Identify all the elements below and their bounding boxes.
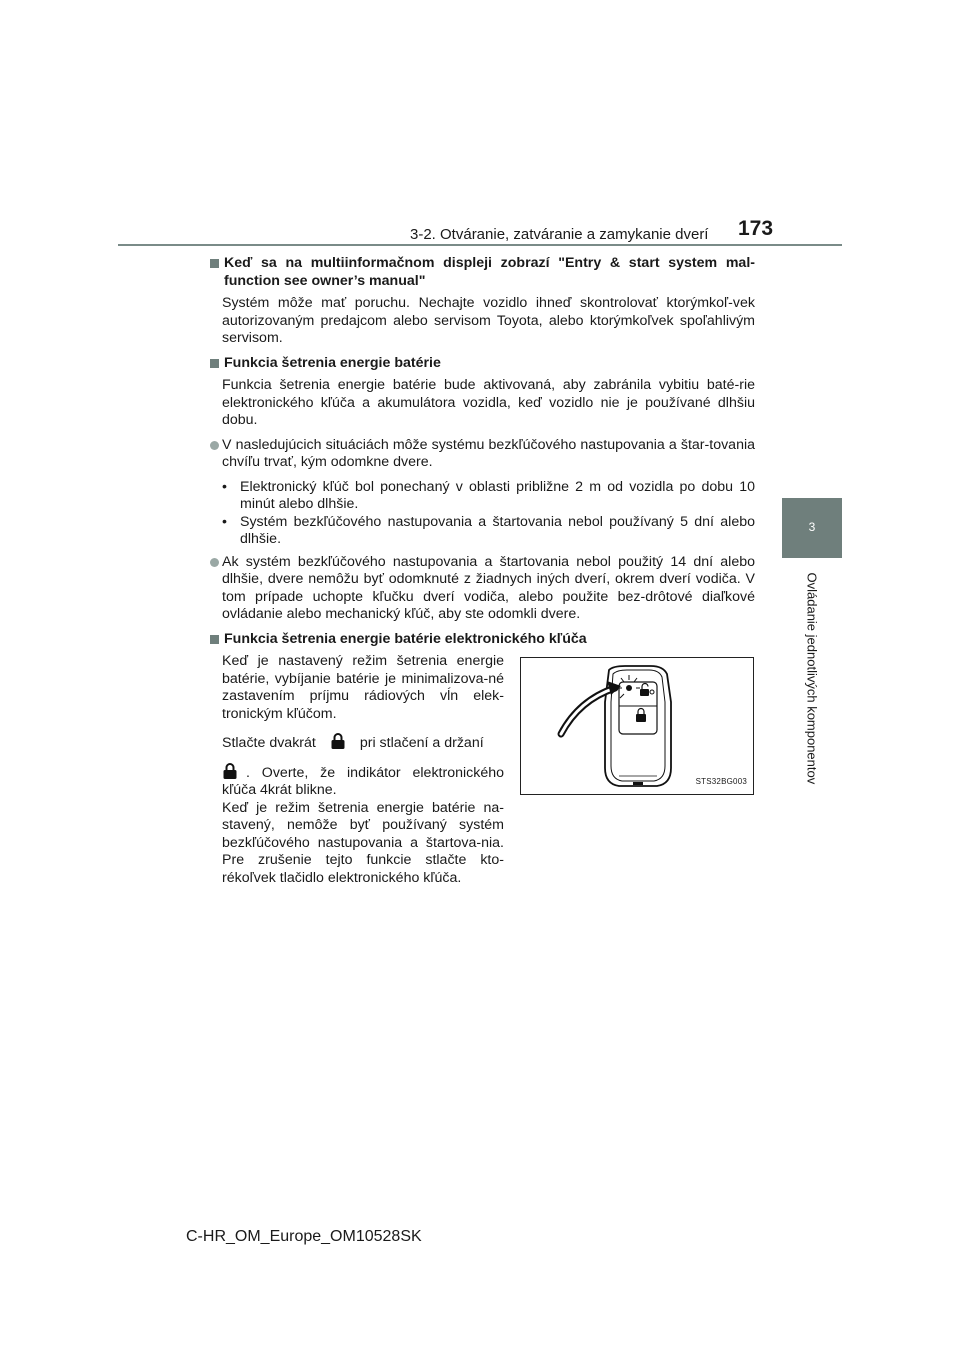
header-section-title: 3-2. Otváranie, zatváranie a zamykanie dverí [410,226,709,243]
circle-bullet-icon [210,558,219,567]
page-content [210,255,755,887]
dot-list-item: V nasledujúcich situáciách môže systému bezkľúčového nastupovania a štar-tovania chvíľu trvať, kým odomkne dvere. [210,437,755,472]
key-saving-text [210,653,504,887]
bullet-list-item: • Elektronický kľúč bol ponechaný v oblasti približne 2 m od vozidla po dobu 10 minút alebo dlhšie. [222,478,755,512]
chapter-side-label: Ovládanie jednotlivých komponentov [804,572,820,785]
paragraph: Systém môže mať poruchu. Nechajte vozidlo ihneď skontrolovať ktorýmkoľ-vek autorizovaným predajcom alebo servisom Toyota, alebo ktorýmkoľvek spoľahlivým servisom. [222,295,755,346]
key-saving-block [210,653,755,887]
page-number: 173 [738,217,774,240]
document-id: C-HR_OM_Europe_OM10528SK [186,1228,422,1245]
chapter-tab-number: 3 [808,520,816,534]
electronic-key-figure [520,657,754,795]
square-bullet-icon [210,259,219,268]
paragraph: Keď je nastavený režim šetrenia energie batérie, vybíjanie batérie je minimalizova-né zastavením príjmu rádiových vĺn elek-tronickým kľúčom. [222,653,504,722]
header-divider [118,244,842,246]
paragraph: Funkcia šetrenia energie batérie bude aktivovaná, aby zabránila vybitiu baté-rie elektronického kľúča a akumulátora vozidla, keď vozidlo nie je používané dlhšiu dobu. [222,377,755,428]
circle-bullet-icon [210,441,219,450]
figure-code: STS32BG003 [695,776,747,786]
dot-list-item: Ak systém bezkľúčového nastupovania a štartovania nebol použitý 14 dní alebo dlhšie, dvere nemôžu byť odomknuté z žiadnych iných dverí, okrem dverí vodiča. V tom prípade uchopte kľučku dverí vodiča, alebo použite bez-drôtové diaľkové ovládanie alebo mechanický kľúč, aby ste odomkli dvere. [210,554,755,624]
lock-icon [330,732,346,750]
section-heading-malfunction: Keď sa na multiinformačnom displeji zobrazí "Entry & start system mal-function see owner’s manual" [210,255,755,290]
paragraph: Keď je režim šetrenia energie batérie na-stavený, nemôže byť používaný systém bezkľúčového nastupovania a štartova-nia. Pre zrušenie tejto funkcie stlačte kto-rékoľvek tlačidlo elektronického kľúča. [222,799,504,886]
paragraph: Stlačte dvakrát pri stlačení a držaní [222,732,504,753]
bullet-list-item: • Systém bezkľúčového nastupovania a štartovania nebol používaný 5 dní alebo dlhšie. [222,513,755,547]
square-bullet-icon [210,635,219,644]
square-bullet-icon [210,359,219,368]
section-heading-key-battery-saving: Funkcia šetrenia energie batérie elektronického kľúča [210,631,755,649]
section-heading-battery-saving: Funkcia šetrenia energie batérie [210,355,755,373]
lock-icon [222,762,238,780]
paragraph: . Overte, že indikátor elektronického kľúča 4krát blikne. [222,762,504,800]
